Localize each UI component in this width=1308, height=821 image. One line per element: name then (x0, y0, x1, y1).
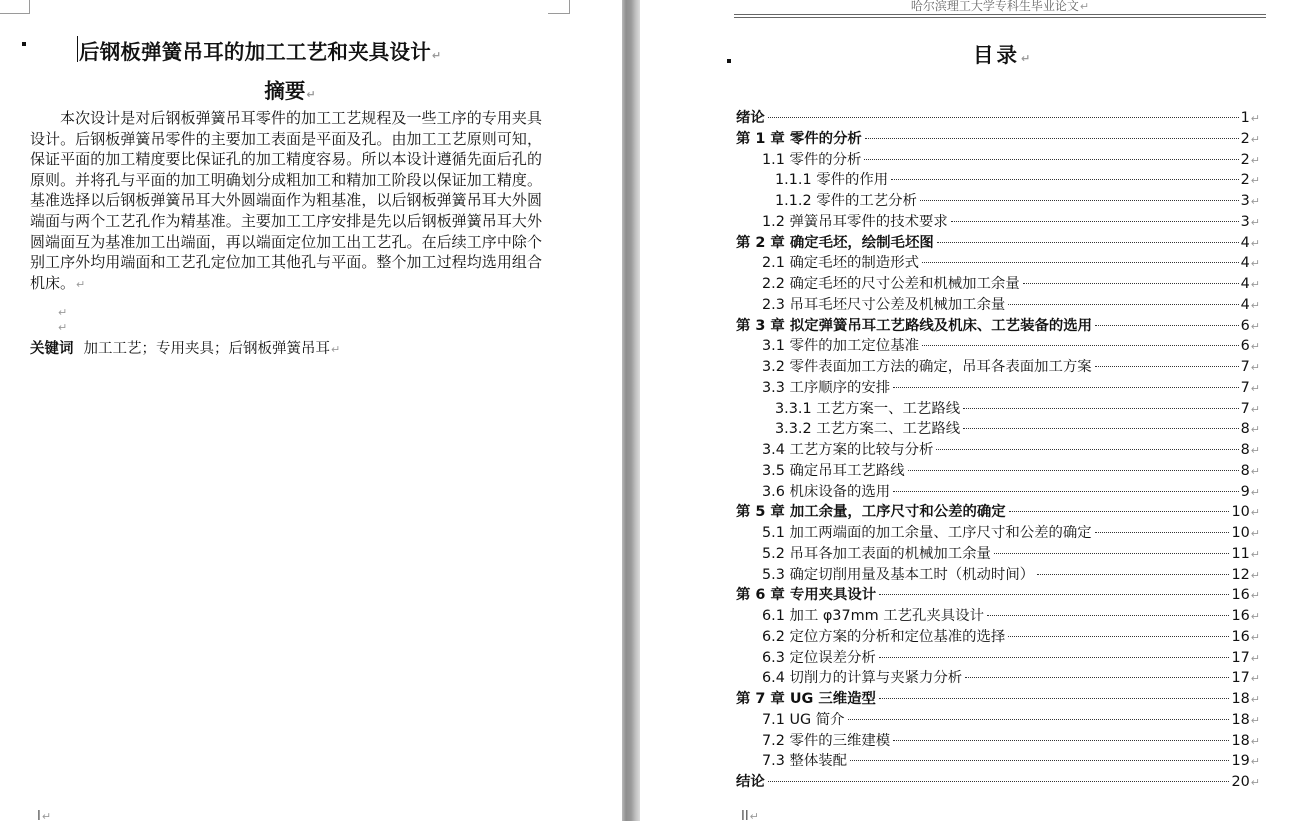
abstract-heading-text: 摘要 (264, 79, 306, 103)
crop-mark (29, 0, 30, 14)
toc-entry-label: 7.1 UG 简介 (762, 712, 845, 728)
paragraph-mark: ↵ (1250, 527, 1260, 540)
toc-entry[interactable] (762, 334, 1260, 354)
paragraph-mark: ↵ (1250, 672, 1260, 685)
paragraph-mark: ↵ (1250, 361, 1260, 374)
paragraph-mark: ↵ (1250, 382, 1260, 395)
paragraph-mark: ↵ (331, 343, 341, 356)
toc-entry-page: 16 (1231, 629, 1250, 645)
toc-entry[interactable] (736, 127, 1260, 147)
toc-entry-page: 8 (1240, 421, 1250, 437)
toc-dot-leader (951, 221, 1239, 222)
toc-entry[interactable] (762, 210, 1260, 230)
toc-dot-leader (1095, 325, 1239, 326)
document-title-text: 后钢板弹簧吊耳的加工工艺和夹具设计 (79, 40, 431, 64)
page-footer-number (37, 809, 51, 821)
document-title[interactable] (79, 35, 441, 65)
paragraph-mark: ↵ (1250, 403, 1260, 416)
abstract-text: 本次设计是对后钢板弹簧吊耳零件的加工工艺规程及一些工序的专用夹具设计。后钢板弹簧吊零件的主要加工表面是平面及孔。由加工工艺原则可知，保证平面的加工精度要比保证孔的加工精度容易。所以本设计遵循先面后孔的原则。并将孔与平面的加工明确划分成粗加工和精加工阶段以保证加工精度。基准选择以后钢板弹簧吊耳大外圆端面作为粗基准，以后钢板弹簧吊耳大外圆端面与两个工艺孔作为精基准。主要加工工序安排是先以后钢板弹簧吊耳大外圆端面互为基准加工出端面，再以端面定位加工出工艺孔。在后续工序中除个别工序外均用端面和工艺孔定位加工其他孔与平面。整个加工过程均选用组合机床。 (30, 109, 542, 292)
toc-entry-label: 3.5 确定吊耳工艺路线 (762, 463, 905, 479)
paragraph-mark: ↵ (1250, 340, 1260, 353)
toc-entry-page: 17 (1231, 670, 1250, 686)
toc-entry-page: 7 (1240, 380, 1250, 396)
toc-entry[interactable] (762, 293, 1260, 313)
toc-entry[interactable] (762, 749, 1260, 769)
crop-mark (548, 13, 570, 14)
paragraph-bullet (22, 42, 26, 46)
paragraph-mark: ↵ (1250, 548, 1260, 561)
toc-entry-label: 1.1.2 零件的工艺分析 (775, 193, 917, 209)
toc-entry-label: 6.3 定位误差分析 (762, 650, 876, 666)
toc-entry-page: 16 (1231, 608, 1250, 624)
toc-dot-leader (864, 159, 1238, 160)
header-rule (734, 14, 1266, 15)
toc-entry[interactable] (736, 583, 1260, 603)
toc-entry-label: 6.1 加工 φ37mm 工艺孔夹具设计 (762, 608, 984, 624)
paragraph-mark: ↵ (1250, 133, 1260, 146)
toc-dot-leader (1023, 283, 1239, 284)
toc-entry-page: 9 (1240, 484, 1250, 500)
paragraph-mark: ↵ (1250, 257, 1260, 270)
empty-paragraph-mark: ↵ (58, 306, 68, 319)
toc-entry[interactable] (736, 314, 1260, 334)
toc-entry-page: 16 (1231, 587, 1250, 603)
toc-dot-leader (963, 428, 1239, 429)
toc-entry-label: 3.6 机床设备的选用 (762, 484, 891, 500)
keywords-line[interactable] (30, 337, 340, 358)
toc-entry-label: 3.3 工序顺序的安排 (762, 380, 891, 396)
toc-entry-page: 11 (1231, 546, 1250, 562)
toc-entry[interactable] (762, 542, 1260, 562)
paragraph-mark: ↵ (41, 810, 52, 821)
toc-entry[interactable] (775, 189, 1260, 209)
document-page-right (640, 0, 1308, 821)
header-rule (734, 17, 1266, 18)
toc-entry-label: 绪论 (736, 110, 765, 126)
toc-entry-page: 6 (1240, 338, 1250, 354)
paragraph-mark: ↵ (1250, 610, 1260, 623)
toc-dot-leader (936, 449, 1238, 450)
toc-entry[interactable] (762, 729, 1260, 749)
toc-entry[interactable] (775, 417, 1260, 437)
crop-mark (569, 0, 570, 14)
toc-title-text: 目录 (973, 43, 1020, 67)
toc-dot-leader (965, 677, 1229, 678)
toc-entry-label: 5.2 吊耳各加工表面的机械加工余量 (762, 546, 991, 562)
toc-dot-leader (768, 117, 1239, 118)
toc-entry[interactable] (762, 251, 1260, 271)
toc-entry-label: 2.3 吊耳毛坯尺寸公差及机械加工余量 (762, 297, 1006, 313)
toc-entry[interactable] (762, 646, 1260, 666)
toc-entry-label: 第 7 章 UG 三维造型 (736, 691, 876, 707)
paragraph-mark: ↵ (1250, 755, 1260, 768)
abstract-heading[interactable] (0, 74, 580, 104)
toc-dot-leader (891, 179, 1238, 180)
paragraph-mark: ↵ (749, 810, 759, 821)
paragraph-mark: ↵ (1250, 589, 1260, 602)
paragraph-mark: ↵ (1250, 423, 1260, 436)
toc-entry[interactable] (736, 770, 1260, 790)
toc-entry-label: 6.4 切削力的计算与夹紧力分析 (762, 670, 963, 686)
toc-entry-page: 8 (1240, 463, 1250, 479)
toc-entry-label: 5.1 加工两端面的加工余量、工序尺寸和公差的确定 (762, 525, 1092, 541)
toc-entry-page: 3 (1240, 193, 1250, 209)
toc-entry-label: 第 1 章 零件的分析 (736, 131, 862, 147)
toc-entry-label: 6.2 定位方案的分析和定位基准的选择 (762, 629, 1006, 645)
paragraph-mark: ↵ (1250, 237, 1260, 250)
toc-entry-label: 3.2 零件表面加工方法的确定，吊耳各表面加工方案 (762, 359, 1092, 375)
toc-entry-label: 3.3.1 工艺方案一、工艺路线 (775, 401, 961, 417)
toc-entry-label: 7.2 零件的三维建模 (762, 733, 891, 749)
paragraph-mark: ↵ (76, 277, 86, 291)
toc-entry[interactable] (762, 604, 1260, 624)
toc-entry-page: 2 (1240, 131, 1250, 147)
toc-entry-label: 2.2 确定毛坯的尺寸公差和机械加工余量 (762, 276, 1020, 292)
toc-entry[interactable] (736, 500, 1260, 520)
toc-entry-label: 7.3 整体装配 (762, 753, 848, 769)
toc-entry-label: 1.2 弹簧吊耳零件的技术要求 (762, 214, 948, 230)
toc-dot-leader (1037, 574, 1229, 575)
paragraph-mark: ↵ (1250, 652, 1260, 665)
toc-entry-page: 10 (1231, 504, 1250, 520)
toc-entry-page: 7 (1240, 401, 1250, 417)
paragraph-mark: ↵ (1250, 569, 1260, 582)
running-header-text: 哈尔滨理工大学专科生毕业论文 (910, 0, 1079, 13)
toc-dot-leader (850, 760, 1229, 761)
paragraph-mark: ↵ (1250, 195, 1260, 208)
paragraph-mark: ↵ (1250, 320, 1260, 333)
paragraph-mark: ↵ (431, 49, 442, 62)
paragraph-mark: ↵ (1250, 714, 1260, 727)
toc-entry[interactable] (762, 272, 1260, 292)
toc-entry-page: 4 (1240, 235, 1250, 251)
document-page-left (0, 0, 622, 821)
toc-entry[interactable] (762, 521, 1260, 541)
toc-entry-page: 10 (1231, 525, 1250, 541)
toc-dot-leader (987, 615, 1230, 616)
toc-entry[interactable] (762, 563, 1260, 583)
toc-dot-leader (963, 408, 1239, 409)
toc-entry-label: 3.4 工艺方案的比较与分析 (762, 442, 934, 458)
paragraph-mark: ↵ (1250, 631, 1260, 644)
toc-entry-page: 8 (1240, 442, 1250, 458)
toc-dot-leader (1009, 511, 1230, 512)
paragraph-mark: ↵ (1079, 0, 1090, 13)
keywords-label: 关键词 (30, 341, 74, 357)
paragraph-mark: ↵ (1250, 506, 1260, 519)
toc-entry-page: 7 (1240, 359, 1250, 375)
toc-entry[interactable] (762, 708, 1260, 728)
toc-entry[interactable] (762, 148, 1260, 168)
toc-title[interactable] (973, 38, 1033, 68)
toc-entry-page: 4 (1240, 276, 1250, 292)
toc-dot-leader (768, 781, 1230, 782)
toc-entry-label: 1.1.1 零件的作用 (775, 172, 889, 188)
paragraph-mark: ↵ (1250, 278, 1260, 291)
page-footer-number (741, 809, 759, 821)
toc-dot-leader (893, 387, 1238, 388)
toc-entry-page: 12 (1231, 567, 1250, 583)
toc-dot-leader (879, 657, 1230, 658)
toc-dot-leader (865, 138, 1239, 139)
toc-dot-leader (920, 200, 1239, 201)
toc-entry-page: 17 (1231, 650, 1250, 666)
toc-dot-leader (893, 740, 1229, 741)
toc-entry-label: 第 3 章 拟定弹簧吊耳工艺路线及机床、工艺装备的选用 (736, 318, 1093, 334)
toc-entry-page: 18 (1231, 733, 1250, 749)
toc-entry-label: 第 6 章 专用夹具设计 (736, 587, 877, 603)
toc-entry-page: 2 (1240, 152, 1250, 168)
empty-paragraph-mark: ↵ (58, 321, 68, 334)
toc-entry-label: 5.3 确定切削用量及基本工时（机动时间） (762, 567, 1035, 583)
paragraph-mark: ↵ (1250, 216, 1260, 229)
toc-entry[interactable] (762, 666, 1260, 686)
toc-dot-leader (893, 491, 1238, 492)
toc-dot-leader (1095, 366, 1239, 367)
toc-dot-leader (1008, 636, 1229, 637)
toc-entry-page: 18 (1231, 691, 1250, 707)
page-footer-number-text: I (37, 809, 41, 821)
toc-entry[interactable] (762, 625, 1260, 645)
toc-entry[interactable] (762, 480, 1260, 500)
paragraph-mark: ↵ (1250, 299, 1260, 312)
toc-dot-leader (937, 242, 1239, 243)
toc-entry-page: 2 (1240, 172, 1250, 188)
toc-dot-leader (922, 345, 1239, 346)
page-footer-number-text: II (741, 809, 749, 821)
toc-dot-leader (848, 719, 1230, 720)
toc-entry[interactable] (762, 355, 1260, 375)
toc-entry[interactable] (762, 459, 1260, 479)
toc-entry-page: 3 (1240, 214, 1250, 230)
toc-dot-leader (879, 594, 1229, 595)
running-header[interactable] (734, 0, 1266, 14)
paragraph-bullet (727, 59, 731, 63)
toc-entry-page: 6 (1240, 318, 1250, 334)
toc-entry[interactable] (762, 438, 1260, 458)
toc-dot-leader (879, 698, 1230, 699)
page-gutter (622, 0, 640, 821)
paragraph-mark: ↵ (1250, 776, 1260, 789)
toc-entry-page: 20 (1231, 774, 1250, 790)
paragraph-mark: ↵ (1021, 52, 1034, 65)
paragraph-mark: ↵ (1250, 735, 1260, 748)
toc-entry[interactable] (762, 376, 1260, 396)
toc-entry-label: 3.3.2 工艺方案二、工艺路线 (775, 421, 961, 437)
toc-dot-leader (994, 553, 1230, 554)
toc-dot-leader (1095, 532, 1230, 533)
paragraph-mark: ↵ (1250, 486, 1260, 499)
toc-entry-label: 第 2 章 确定毛坯，绘制毛坯图 (736, 235, 934, 251)
crop-mark (0, 13, 30, 14)
toc-dot-leader (1008, 304, 1238, 305)
keywords-text: 加工工艺；专用夹具；后钢板弹簧吊耳 (83, 341, 330, 357)
toc-dot-leader (908, 470, 1239, 471)
toc-entry-label: 第 5 章 加工余量，工序尺寸和公差的确定 (736, 504, 1006, 520)
toc-entry-label: 3.1 零件的加工定位基准 (762, 338, 919, 354)
toc-entry-page: 4 (1240, 297, 1250, 313)
toc-entry[interactable] (736, 231, 1260, 251)
toc-entry-page: 18 (1231, 712, 1250, 728)
toc-entry[interactable] (775, 168, 1260, 188)
toc-entry-label: 2.1 确定毛坯的制造形式 (762, 255, 919, 271)
toc-entry-page: 19 (1231, 753, 1250, 769)
toc-entry[interactable] (736, 687, 1260, 707)
paragraph-mark: ↵ (1250, 465, 1260, 478)
paragraph-mark: ↵ (1250, 174, 1260, 187)
toc-entry-page: 1 (1240, 110, 1250, 126)
toc-entry-page: 4 (1240, 255, 1250, 271)
paragraph-mark: ↵ (1250, 693, 1260, 706)
paragraph-mark: ↵ (1250, 444, 1260, 457)
toc-entry[interactable] (775, 397, 1260, 417)
abstract-paragraph[interactable] (30, 108, 542, 295)
paragraph-mark: ↵ (1250, 112, 1260, 125)
toc-dot-leader (922, 262, 1239, 263)
toc-entry[interactable] (736, 106, 1260, 126)
toc-entry-label: 结论 (736, 774, 765, 790)
toc-entry-label: 1.1 零件的分析 (762, 152, 862, 168)
paragraph-mark: ↵ (306, 88, 316, 101)
paragraph-mark: ↵ (1250, 154, 1260, 167)
